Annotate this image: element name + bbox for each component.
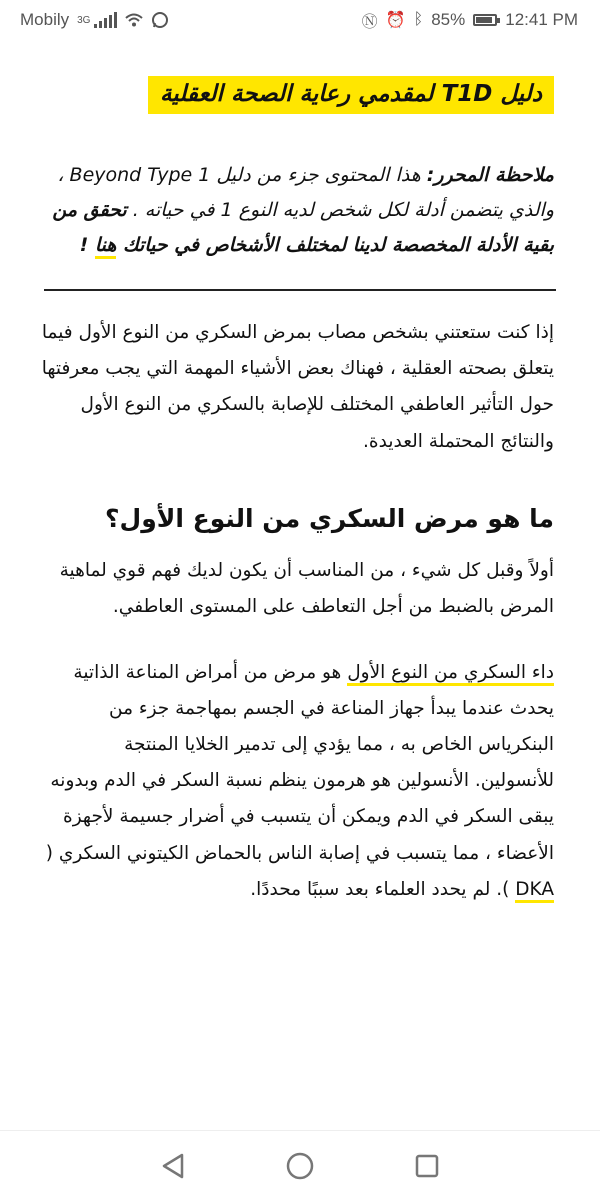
home-icon [285,1151,315,1181]
home-button[interactable] [280,1146,320,1186]
editor-note-text: هذا المحتوى جزء من دليل Beyond Type 1 ، والذي يتضمن أدلة لكل شخص لديه النوع 1 في حياته . [57,163,554,222]
battery-percent: 85% [431,10,466,29]
battery-icon [473,14,497,26]
intro-paragraph: إذا كنت ستعتني بشخص مصاب بمرض السكري من النوع الأول فيما يتعلق بصحته العقلية ، فهناك بعض الأشياء المهمة التي يجب معرفتها حول التأثير العاطفي المختلف للإصابة بالسكري من النوع الأول والنتائج المحتملة العديدة. [41,322,554,452]
recents-button[interactable] [407,1146,447,1186]
paragraph-2-text: هو مرض من أمراض المناعة الذاتية يحدث عندما يبدأ جهاز المناعة في الجسم بمهاجمة جزء من البنكرياس الخاص به ، مما يؤدي إلى تدمير الخلايا المنتجة للأنسولين. الأنسولين هو هرمون ينظم نسبة السكر في الدم وبدونه يبقى السكر في الدم ويمكن أن يتسبب في أضرار جسيمة لأجهزة الأعضاء ، مما يتسبب في إصابة الناس بالحماض الكيتوني السكري ( [45,662,554,864]
status-bar [0,0,600,40]
dka-link[interactable]: DKA [515,879,554,903]
bluetooth-icon: ᛒ [413,11,424,28]
article-title [40,76,554,114]
back-button[interactable] [153,1146,193,1186]
article-content [0,40,600,1130]
whatsapp-icon [151,11,169,29]
paragraph-2 [40,655,554,907]
t1d-link[interactable]: داء السكري من النوع الأول [347,662,554,686]
back-icon [160,1152,186,1180]
article-title-text: دليل T1D لمقدمي رعاية الصحة العقلية [148,76,554,114]
carrier-name: Mobily [20,10,70,29]
clock: 12:41 PM [505,10,578,29]
status-right [362,9,578,32]
nfc-icon: Ⓝ [361,13,378,31]
editor-note-label: ملاحظة المحرر: [426,163,554,186]
guides-link[interactable]: هنا [95,234,117,259]
paragraph-2-end: ). لم يحدد العلماء بعد سببًا محددًا. [250,878,516,900]
navigation-bar [0,1130,600,1200]
alarm-icon: ⏰ [385,12,406,29]
signal-icon [94,12,117,28]
wifi-icon [125,13,143,27]
divider [44,289,556,291]
network-type: 3G [77,14,91,26]
editor-note-end: ! [79,234,95,257]
editor-note-bold: تحقق من بقية الأدلة المخصصة لدينا لمختلف الأشخاص في حياتك [52,199,554,257]
paragraph-1: أولاً وقبل كل شيء ، من المناسب أن يكون لديك فهم قوي لماهية المرض بالضبط من أجل التعاطف على المستوى العاطفي. [59,560,554,618]
editor-note [40,158,554,263]
section-heading: ما هو مرض السكري من النوع الأول؟ [105,503,554,533]
status-left [20,10,169,30]
recents-icon [414,1153,440,1179]
